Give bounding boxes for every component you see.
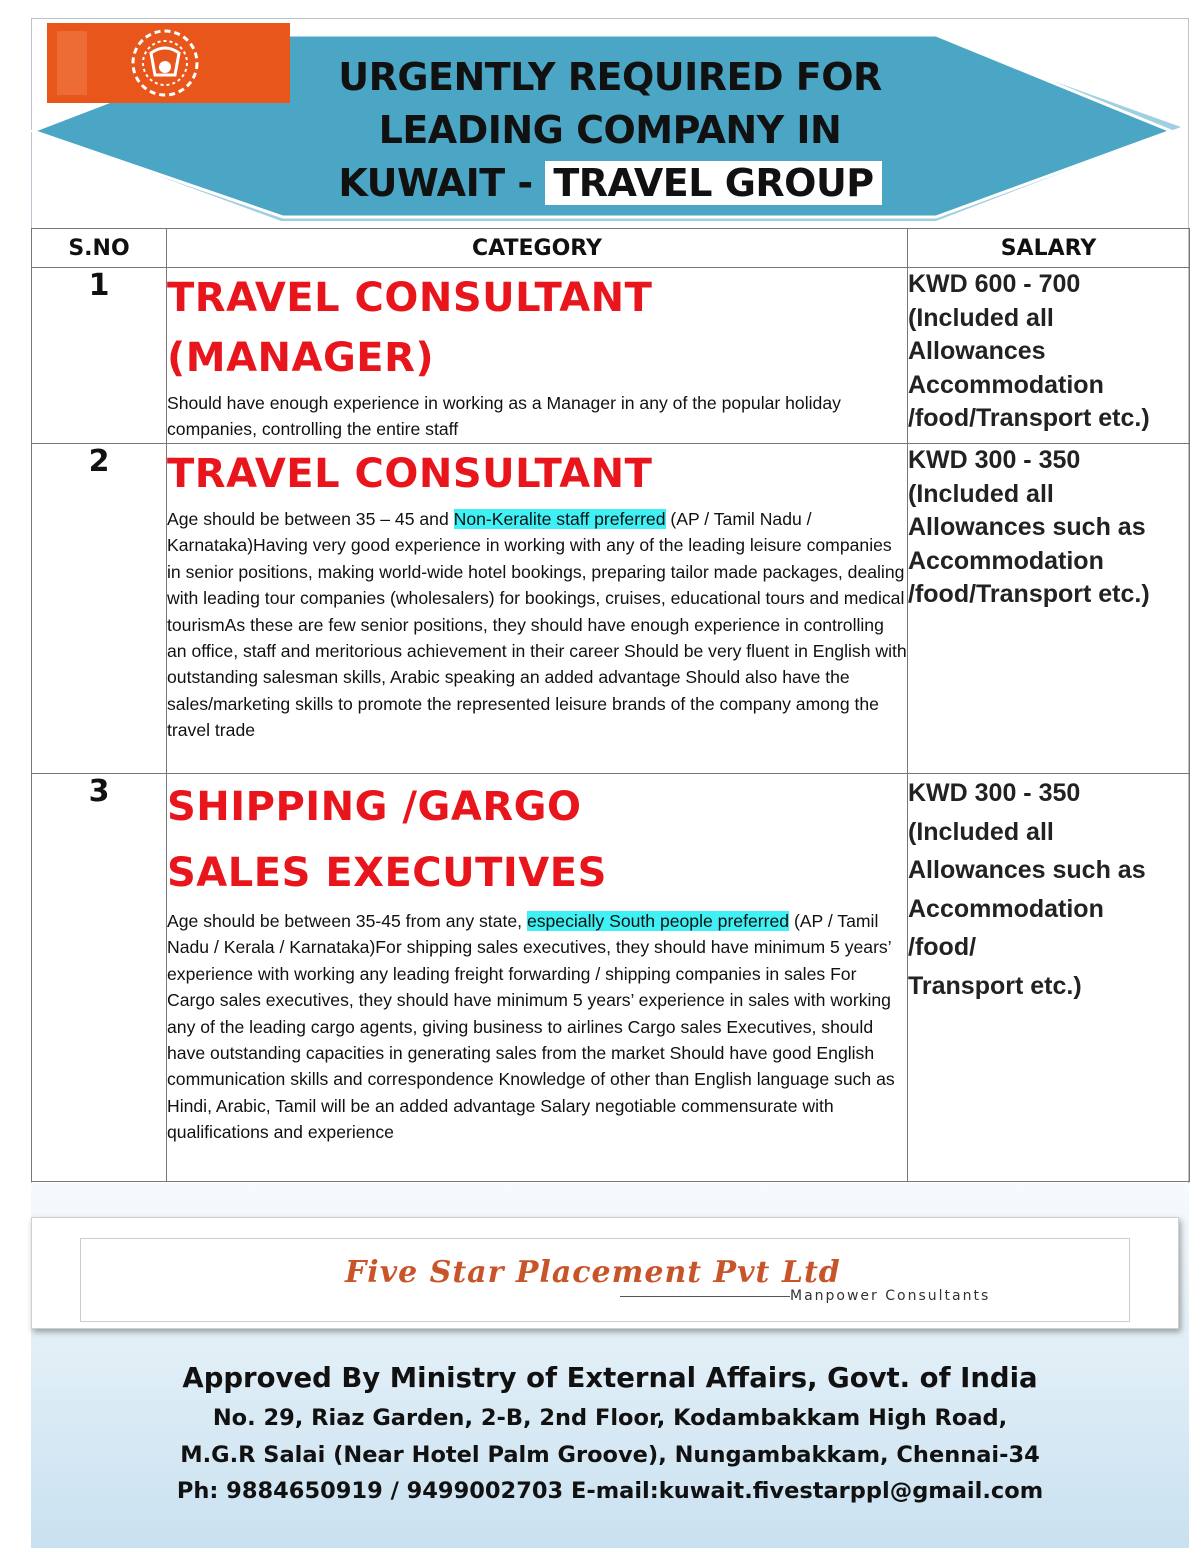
table-row [32,444,1190,774]
address-line-1: No. 29, Riaz Garden, 2-B, 2nd Floor, Kodambakkam High Road, [212,1405,1008,1431]
salary-line: Allowances such as [908,856,1146,884]
table-header-row [32,229,1190,268]
header-category: CATEGORY [167,229,908,268]
approval-line: Approved By Ministry of External Affairs, Govt. of India [182,1362,1038,1394]
row-number: 3 [32,774,167,1182]
header-sno: S.NO [32,229,167,268]
job-description [167,908,907,1146]
job-title-line-1: TRAVEL CONSULTANT [167,275,653,321]
salary-line: Transport etc.) [908,971,1082,1000]
salary-line: Accommodation [908,370,1104,399]
job-description: Should have enough experience in working as a Manager in any of the popular holiday companies, controlling the entire staff [167,393,841,440]
salary-line: Accommodation [908,894,1104,923]
salary-line: Allowances such as [908,513,1146,541]
salary-line: KWD 300 - 350 [908,779,1081,807]
contact-line: Ph: 9884650919 / 9499002703 E-mail:kuwait.fivestarppl@gmail.com [176,1478,1044,1504]
company-name: Five Star Placement Pvt Ltd [345,1255,841,1290]
job-title-line-2: (MANAGER) [167,335,435,381]
job-description [167,506,907,744]
description-after: (AP / Tamil Nadu / Kerala / Karnataka)For shipping sales executives, they should have minimum 5 years’ experience with working any leading freight forwarding / shipping companies in sales For Cargo sales executives, they should have minimum 5 years’ experience in sales with working any of the leading cargo agents, giving business to airlines Cargo sales Executives, should have outstanding capacities in generating sales from the market Should have good English communication skills and correspondence Knowledge of other than English language such as Hindi, Arabic, Tamil will be an added advantage Salary negotiable commensurate with qualifications and experience [167,911,895,1143]
salary-line: /food/Transport etc.) [908,580,1150,608]
job-title-line-2: SALES EXECUTIVES [167,850,607,896]
salary-line: (Included all [908,303,1054,332]
salary-line: KWD 300 - 350 [908,446,1081,474]
description-after: (AP / Tamil Nadu / Karnataka)Having very good experience in working with any of the leading leisure companies in senior positions, making world-wide hotel bookings, preparing tailor made packages, dealing with leading tour companies (wholesalers) for bookings, cruises, educational tours and medical tourismAs these are few senior positions, they should have enough experience in controlling an office, staff and meritorious achievement in their career Should be very fluent in English with outstanding salesman skills, Arabic speaking an added advantage Should also have the sales/marketing skills to promote the represented leisure brands of the company among the travel trade [167,509,907,741]
description-highlight: Non-Keralite staff preferred [453,509,666,529]
banner-line-1: URGENTLY REQUIRED FOR [338,55,882,99]
salary-cell [908,774,1190,1182]
salary-line: Accommodation [908,546,1104,575]
company-emblem-icon [47,23,290,103]
job-title-line-1: SHIPPING /GARGO [167,784,582,830]
salary-line: (Included all [908,817,1054,846]
banner-line-3 [31,157,1189,210]
row-number: 2 [32,444,167,774]
description-before: Age should be between 35-45 from any state, [167,911,527,931]
row-number: 1 [32,268,167,444]
table-row [32,774,1190,1182]
category-cell [167,774,908,1182]
salary-line: /food/Transport etc.) [908,404,1150,432]
table-row [32,268,1190,444]
salary-cell [908,268,1190,444]
salary-cell [908,444,1190,774]
address-line-2: M.G.R Salai (Near Hotel Palm Groove), Nungambakkam, Chennai-34 [180,1442,1040,1468]
banner-line-3-prefix: KUWAIT - [338,161,546,205]
jobs-table [31,228,1190,1182]
salary-line: /food/ [908,933,977,961]
salary-line: (Included all [908,479,1054,508]
category-cell [167,444,908,774]
banner-travel-group: TRAVEL GROUP [545,161,881,205]
company-tagline: Manpower Consultants [790,1288,991,1304]
description-before: Age should be between 35 – 45 and [167,509,454,529]
category-cell [167,268,908,444]
salary-line: Allowances [908,337,1046,365]
description-highlight: especially South people preferred [526,911,790,931]
banner-line-2: LEADING COMPANY IN [378,108,842,152]
tagline-rule [620,1296,790,1297]
job-title-line-1: TRAVEL CONSULTANT [167,451,653,497]
salary-line: KWD 600 - 700 [908,270,1081,298]
header-salary: SALARY [908,229,1190,268]
